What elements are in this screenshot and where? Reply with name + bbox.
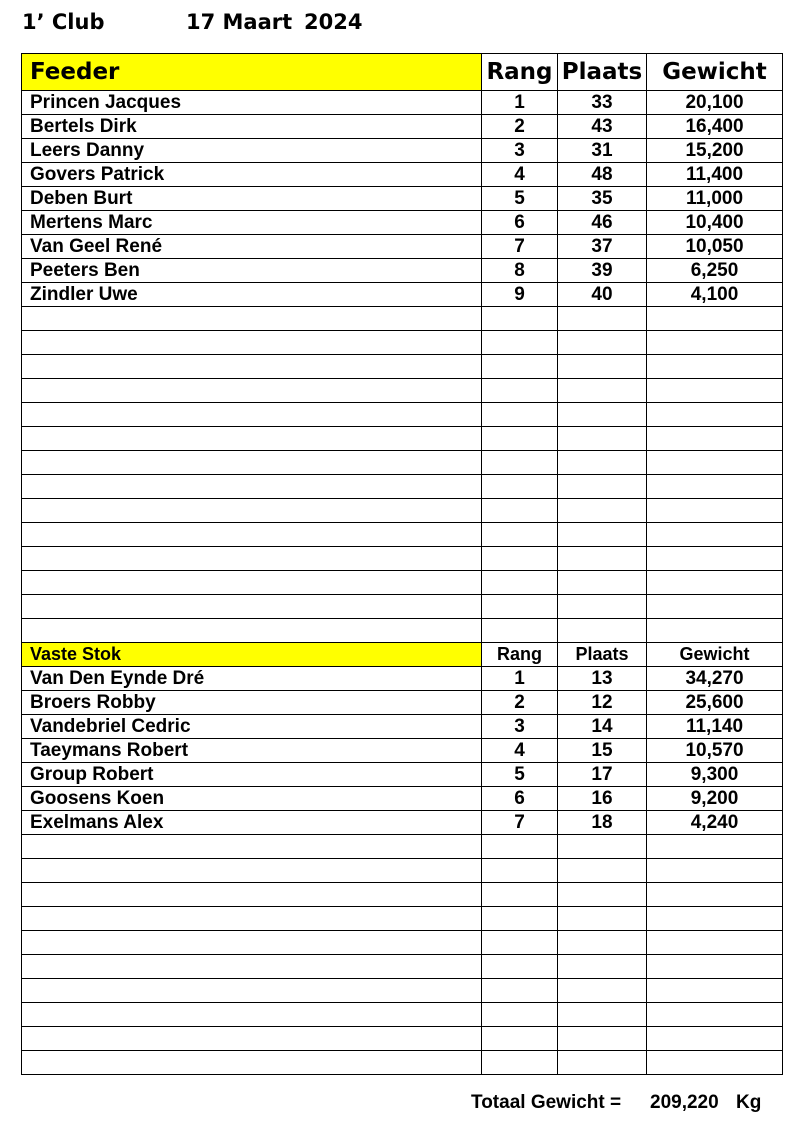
feeder-empty-cell <box>22 403 482 427</box>
feeder-row <box>22 163 783 187</box>
vaste-stok-row <box>22 811 783 835</box>
feeder-empty-cell <box>22 547 482 571</box>
vaste-stok-header-row <box>22 643 783 667</box>
vaste-stok-empty-row <box>22 1051 783 1075</box>
vaste-stok-plaats: 14 <box>558 715 647 739</box>
feeder-empty-cell <box>647 499 783 523</box>
feeder-empty-row <box>22 307 783 331</box>
feeder-name: Van Geel René <box>22 235 482 259</box>
vaste-stok-empty-cell <box>647 907 783 931</box>
feeder-col-gewicht: Gewicht <box>647 54 783 91</box>
feeder-gewicht: 4,100 <box>647 283 783 307</box>
vaste-stok-name: Exelmans Alex <box>22 811 482 835</box>
vaste-stok-name: Broers Robby <box>22 691 482 715</box>
vaste-stok-rang: 3 <box>482 715 558 739</box>
feeder-name: Mertens Marc <box>22 211 482 235</box>
vaste-stok-empty-row <box>22 979 783 1003</box>
feeder-col-rang: Rang <box>482 54 558 91</box>
feeder-row <box>22 187 783 211</box>
feeder-empty-cell <box>22 571 482 595</box>
feeder-empty-cell <box>558 379 647 403</box>
vaste-stok-empty-cell <box>558 931 647 955</box>
feeder-empty-cell <box>482 331 558 355</box>
vaste-stok-gewicht: 9,200 <box>647 787 783 811</box>
vaste-stok-empty-row <box>22 1027 783 1051</box>
vaste-stok-plaats: 12 <box>558 691 647 715</box>
vaste-stok-empty-cell <box>647 931 783 955</box>
vaste-stok-rang: 4 <box>482 739 558 763</box>
feeder-row <box>22 139 783 163</box>
vaste-stok-name: Vandebriel Cedric <box>22 715 482 739</box>
feeder-empty-cell <box>647 619 783 643</box>
feeder-empty-cell <box>647 379 783 403</box>
feeder-plaats: 39 <box>558 259 647 283</box>
feeder-row <box>22 259 783 283</box>
feeder-rang: 9 <box>482 283 558 307</box>
feeder-title: Feeder <box>22 54 482 91</box>
feeder-empty-cell <box>558 427 647 451</box>
vaste-stok-empty-row <box>22 955 783 979</box>
feeder-empty-cell <box>558 523 647 547</box>
feeder-empty-cell <box>647 571 783 595</box>
feeder-plaats: 31 <box>558 139 647 163</box>
vaste-stok-empty-cell <box>647 883 783 907</box>
feeder-plaats: 37 <box>558 235 647 259</box>
feeder-header-row <box>22 54 783 91</box>
feeder-gewicht: 11,400 <box>647 163 783 187</box>
feeder-name: Peeters Ben <box>22 259 482 283</box>
feeder-gewicht: 10,050 <box>647 235 783 259</box>
vaste-stok-empty-cell <box>482 931 558 955</box>
vaste-stok-rang: 2 <box>482 691 558 715</box>
feeder-empty-cell <box>558 355 647 379</box>
vaste-stok-name: Taeymans Robert <box>22 739 482 763</box>
feeder-empty-row <box>22 475 783 499</box>
feeder-rang: 7 <box>482 235 558 259</box>
feeder-empty-row <box>22 547 783 571</box>
feeder-name: Bertels Dirk <box>22 115 482 139</box>
page-header <box>22 10 622 40</box>
vaste-stok-empty-cell <box>482 907 558 931</box>
feeder-rang: 2 <box>482 115 558 139</box>
feeder-gewicht: 20,100 <box>647 91 783 115</box>
vaste-stok-empty-cell <box>647 835 783 859</box>
vaste-stok-empty-cell <box>22 859 482 883</box>
vaste-stok-empty-cell <box>647 955 783 979</box>
vaste-stok-empty-cell <box>482 1003 558 1027</box>
vaste-stok-empty-cell <box>482 1051 558 1075</box>
feeder-empty-cell <box>647 451 783 475</box>
feeder-empty-cell <box>558 475 647 499</box>
vaste-stok-gewicht: 34,270 <box>647 667 783 691</box>
feeder-empty-cell <box>482 427 558 451</box>
feeder-empty-cell <box>558 595 647 619</box>
vaste-stok-gewicht: 4,240 <box>647 811 783 835</box>
total-label: Totaal Gewicht = <box>471 1092 622 1113</box>
vaste-stok-empty-cell <box>22 835 482 859</box>
feeder-empty-cell <box>647 355 783 379</box>
feeder-empty-cell <box>22 307 482 331</box>
feeder-empty-cell <box>647 523 783 547</box>
feeder-name: Leers Danny <box>22 139 482 163</box>
feeder-empty-row <box>22 451 783 475</box>
feeder-empty-cell <box>482 475 558 499</box>
feeder-empty-row <box>22 571 783 595</box>
feeder-empty-cell <box>482 547 558 571</box>
feeder-empty-row <box>22 619 783 643</box>
vaste-stok-empty-cell <box>558 1003 647 1027</box>
feeder-empty-row <box>22 355 783 379</box>
vaste-stok-rang: 1 <box>482 667 558 691</box>
results-body <box>22 54 783 1075</box>
vaste-stok-empty-cell <box>482 859 558 883</box>
vaste-stok-empty-cell <box>647 859 783 883</box>
feeder-empty-cell <box>558 571 647 595</box>
vaste-stok-empty-cell <box>558 955 647 979</box>
feeder-empty-cell <box>482 499 558 523</box>
total-weight <box>471 1092 762 1114</box>
feeder-empty-cell <box>558 307 647 331</box>
vaste-stok-plaats: 13 <box>558 667 647 691</box>
vaste-stok-name: Group Robert <box>22 763 482 787</box>
feeder-name: Princen Jacques <box>22 91 482 115</box>
feeder-name: Govers Patrick <box>22 163 482 187</box>
feeder-plaats: 48 <box>558 163 647 187</box>
feeder-empty-cell <box>482 355 558 379</box>
vaste-stok-empty-cell <box>22 1003 482 1027</box>
feeder-empty-cell <box>482 307 558 331</box>
feeder-row <box>22 211 783 235</box>
feeder-empty-cell <box>22 427 482 451</box>
vaste-stok-empty-cell <box>482 835 558 859</box>
feeder-rang: 4 <box>482 163 558 187</box>
vaste-stok-empty-cell <box>558 883 647 907</box>
vaste-stok-empty-cell <box>558 1027 647 1051</box>
feeder-empty-cell <box>647 403 783 427</box>
vaste-stok-empty-cell <box>558 1051 647 1075</box>
total-value: 209,220 <box>650 1092 719 1113</box>
vaste-stok-row <box>22 763 783 787</box>
feeder-plaats: 40 <box>558 283 647 307</box>
vaste-stok-empty-cell <box>558 835 647 859</box>
feeder-empty-cell <box>482 523 558 547</box>
feeder-col-plaats: Plaats <box>558 54 647 91</box>
vaste-stok-empty-cell <box>22 907 482 931</box>
vaste-stok-col-gewicht: Gewicht <box>647 643 783 667</box>
vaste-stok-empty-cell <box>22 979 482 1003</box>
event-date: 17 Maart <box>186 10 293 34</box>
feeder-empty-cell <box>558 331 647 355</box>
feeder-empty-cell <box>647 307 783 331</box>
feeder-empty-row <box>22 331 783 355</box>
feeder-empty-cell <box>22 499 482 523</box>
feeder-empty-cell <box>647 547 783 571</box>
vaste-stok-col-rang: Rang <box>482 643 558 667</box>
feeder-row <box>22 283 783 307</box>
feeder-name: Deben Burt <box>22 187 482 211</box>
vaste-stok-name: Van Den Eynde Dré <box>22 667 482 691</box>
feeder-plaats: 33 <box>558 91 647 115</box>
feeder-gewicht: 6,250 <box>647 259 783 283</box>
results-table <box>21 53 783 1075</box>
vaste-stok-plaats: 18 <box>558 811 647 835</box>
feeder-row <box>22 235 783 259</box>
feeder-empty-cell <box>647 475 783 499</box>
vaste-stok-empty-row <box>22 1003 783 1027</box>
vaste-stok-empty-cell <box>558 907 647 931</box>
vaste-stok-empty-cell <box>647 1051 783 1075</box>
vaste-stok-empty-cell <box>22 1051 482 1075</box>
feeder-empty-row <box>22 379 783 403</box>
vaste-stok-gewicht: 11,140 <box>647 715 783 739</box>
event-year: 2024 <box>304 10 363 34</box>
vaste-stok-empty-cell <box>22 931 482 955</box>
feeder-empty-cell <box>558 547 647 571</box>
vaste-stok-empty-row <box>22 907 783 931</box>
vaste-stok-gewicht: 25,600 <box>647 691 783 715</box>
feeder-empty-cell <box>22 379 482 403</box>
vaste-stok-empty-cell <box>558 859 647 883</box>
vaste-stok-empty-row <box>22 835 783 859</box>
vaste-stok-empty-row <box>22 931 783 955</box>
feeder-empty-cell <box>558 451 647 475</box>
vaste-stok-empty-cell <box>647 979 783 1003</box>
feeder-empty-cell <box>482 571 558 595</box>
feeder-empty-cell <box>22 523 482 547</box>
vaste-stok-plaats: 16 <box>558 787 647 811</box>
vaste-stok-empty-cell <box>22 883 482 907</box>
feeder-empty-row <box>22 403 783 427</box>
feeder-empty-cell <box>482 403 558 427</box>
feeder-empty-cell <box>482 451 558 475</box>
feeder-empty-cell <box>558 619 647 643</box>
vaste-stok-rang: 7 <box>482 811 558 835</box>
feeder-empty-cell <box>647 331 783 355</box>
feeder-empty-cell <box>558 499 647 523</box>
feeder-plaats: 35 <box>558 187 647 211</box>
feeder-empty-cell <box>482 595 558 619</box>
feeder-gewicht: 16,400 <box>647 115 783 139</box>
vaste-stok-title: Vaste Stok <box>22 643 482 667</box>
feeder-rang: 3 <box>482 139 558 163</box>
feeder-empty-cell <box>22 475 482 499</box>
feeder-empty-cell <box>647 595 783 619</box>
feeder-empty-cell <box>22 619 482 643</box>
vaste-stok-row <box>22 739 783 763</box>
vaste-stok-empty-cell <box>558 979 647 1003</box>
feeder-empty-cell <box>482 379 558 403</box>
feeder-empty-cell <box>647 427 783 451</box>
feeder-empty-cell <box>558 403 647 427</box>
feeder-name: Zindler Uwe <box>22 283 482 307</box>
feeder-empty-row <box>22 523 783 547</box>
feeder-empty-cell <box>22 595 482 619</box>
club-name: 1’ Club <box>22 10 105 34</box>
feeder-empty-cell <box>482 619 558 643</box>
vaste-stok-empty-cell <box>482 1027 558 1051</box>
vaste-stok-empty-cell <box>482 955 558 979</box>
vaste-stok-row <box>22 715 783 739</box>
feeder-rang: 5 <box>482 187 558 211</box>
vaste-stok-row <box>22 787 783 811</box>
vaste-stok-empty-row <box>22 859 783 883</box>
vaste-stok-gewicht: 10,570 <box>647 739 783 763</box>
vaste-stok-empty-cell <box>482 883 558 907</box>
feeder-rang: 8 <box>482 259 558 283</box>
feeder-rang: 1 <box>482 91 558 115</box>
vaste-stok-row <box>22 691 783 715</box>
vaste-stok-plaats: 15 <box>558 739 647 763</box>
feeder-row <box>22 115 783 139</box>
vaste-stok-col-plaats: Plaats <box>558 643 647 667</box>
feeder-plaats: 46 <box>558 211 647 235</box>
vaste-stok-gewicht: 9,300 <box>647 763 783 787</box>
vaste-stok-name: Goosens Koen <box>22 787 482 811</box>
vaste-stok-empty-cell <box>647 1027 783 1051</box>
feeder-rang: 6 <box>482 211 558 235</box>
vaste-stok-empty-cell <box>22 955 482 979</box>
feeder-empty-row <box>22 427 783 451</box>
vaste-stok-rang: 6 <box>482 787 558 811</box>
feeder-empty-cell <box>22 355 482 379</box>
feeder-empty-row <box>22 595 783 619</box>
vaste-stok-empty-cell <box>482 979 558 1003</box>
feeder-gewicht: 15,200 <box>647 139 783 163</box>
feeder-gewicht: 11,000 <box>647 187 783 211</box>
vaste-stok-rang: 5 <box>482 763 558 787</box>
vaste-stok-row <box>22 667 783 691</box>
vaste-stok-plaats: 17 <box>558 763 647 787</box>
total-unit: Kg <box>736 1092 762 1113</box>
feeder-empty-cell <box>22 451 482 475</box>
feeder-row <box>22 91 783 115</box>
vaste-stok-empty-cell <box>22 1027 482 1051</box>
feeder-empty-row <box>22 499 783 523</box>
feeder-empty-cell <box>22 331 482 355</box>
feeder-gewicht: 10,400 <box>647 211 783 235</box>
vaste-stok-empty-cell <box>647 1003 783 1027</box>
feeder-plaats: 43 <box>558 115 647 139</box>
vaste-stok-empty-row <box>22 883 783 907</box>
